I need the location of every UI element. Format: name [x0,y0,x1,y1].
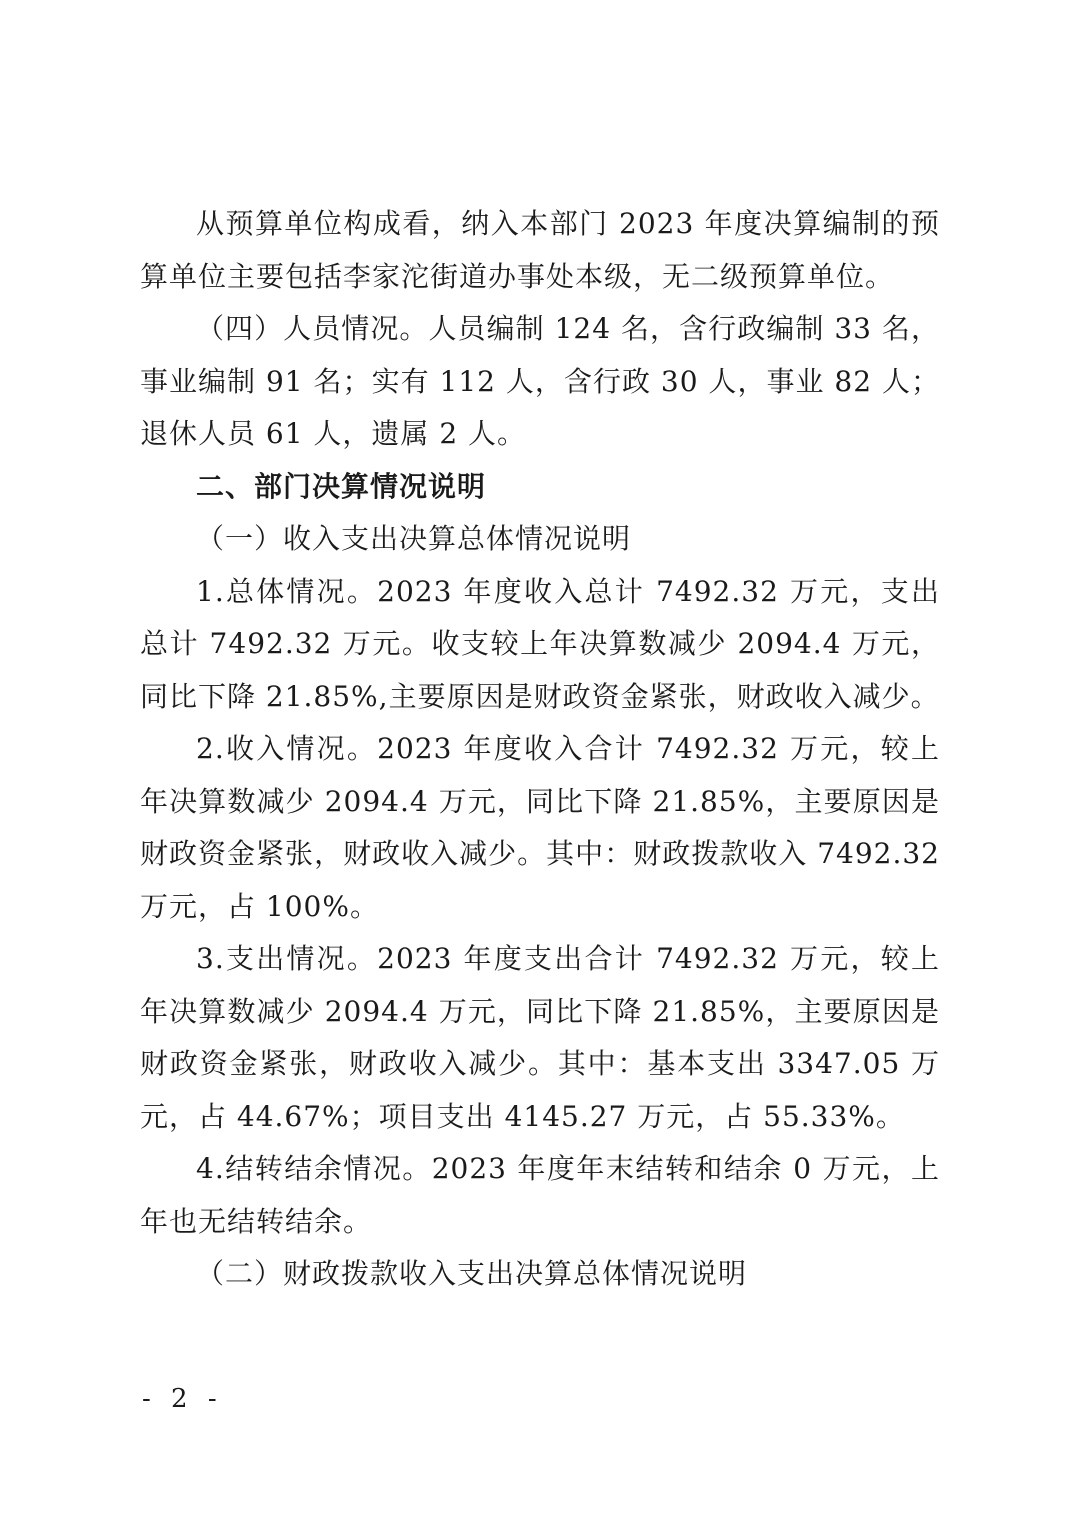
staffing-lead: （四）人员情况。 [196,312,429,345]
paragraph-expenditure: 3.支出情况。2023 年度支出合计 7492.32 万元，较上年决算数减少 2094.4 万元，同比下降 21.85%，主要原因是财政资金紧张，财政收入减少。其中：基本支出 3347.05 万元，占 44.67%；项目支出 4145.27 万元，占 55.33%。 [140,942,940,1133]
subsection-heading-2: （二）财政拨款收入支出决算总体情况说明 [196,1257,748,1290]
paragraph-carryover: 4.结转结余情况。2023 年度年末结转和结余 0 万元，上年也无结转结余。 [140,1152,940,1238]
paragraph-budget-units: 从预算单位构成看，纳入本部门 2023 年度决算编制的预算单位主要包括李家沱街道办事处本级，无二级预算单位。 [140,207,940,293]
paragraph-overall: 1.总体情况。2023 年度收入总计 7492.32 万元，支出总计 7492.32 万元。收支较上年决算数减少 2094.4 万元，同比下降 21.85%,主要原因是财政资金紧张，财政收入减少。 [140,574,940,713]
paragraph-income: 2.收入情况。2023 年度收入合计 7492.32 万元，较上年决算数减少 2094.4 万元，同比下降 21.85%，主要原因是财政资金紧张，财政收入减少。其中：财政拨款收入 7492.32 万元，占 100%。 [140,732,940,923]
section-heading-2: 二、部门决算情况说明 [196,469,487,503]
subsection-heading-1: （一）收入支出决算总体情况说明 [196,522,632,555]
page-number: - 2 - [142,1384,223,1414]
staffing-body: 人员编制 124 名，含行政编制 33 名，事业编制 91 名；实有 112 人，含行政 30 人，事业 82 人；退休人员 61 人，遗属 2 人。 [140,312,940,450]
paragraph-staffing [140,303,940,461]
document-body [140,198,940,1301]
